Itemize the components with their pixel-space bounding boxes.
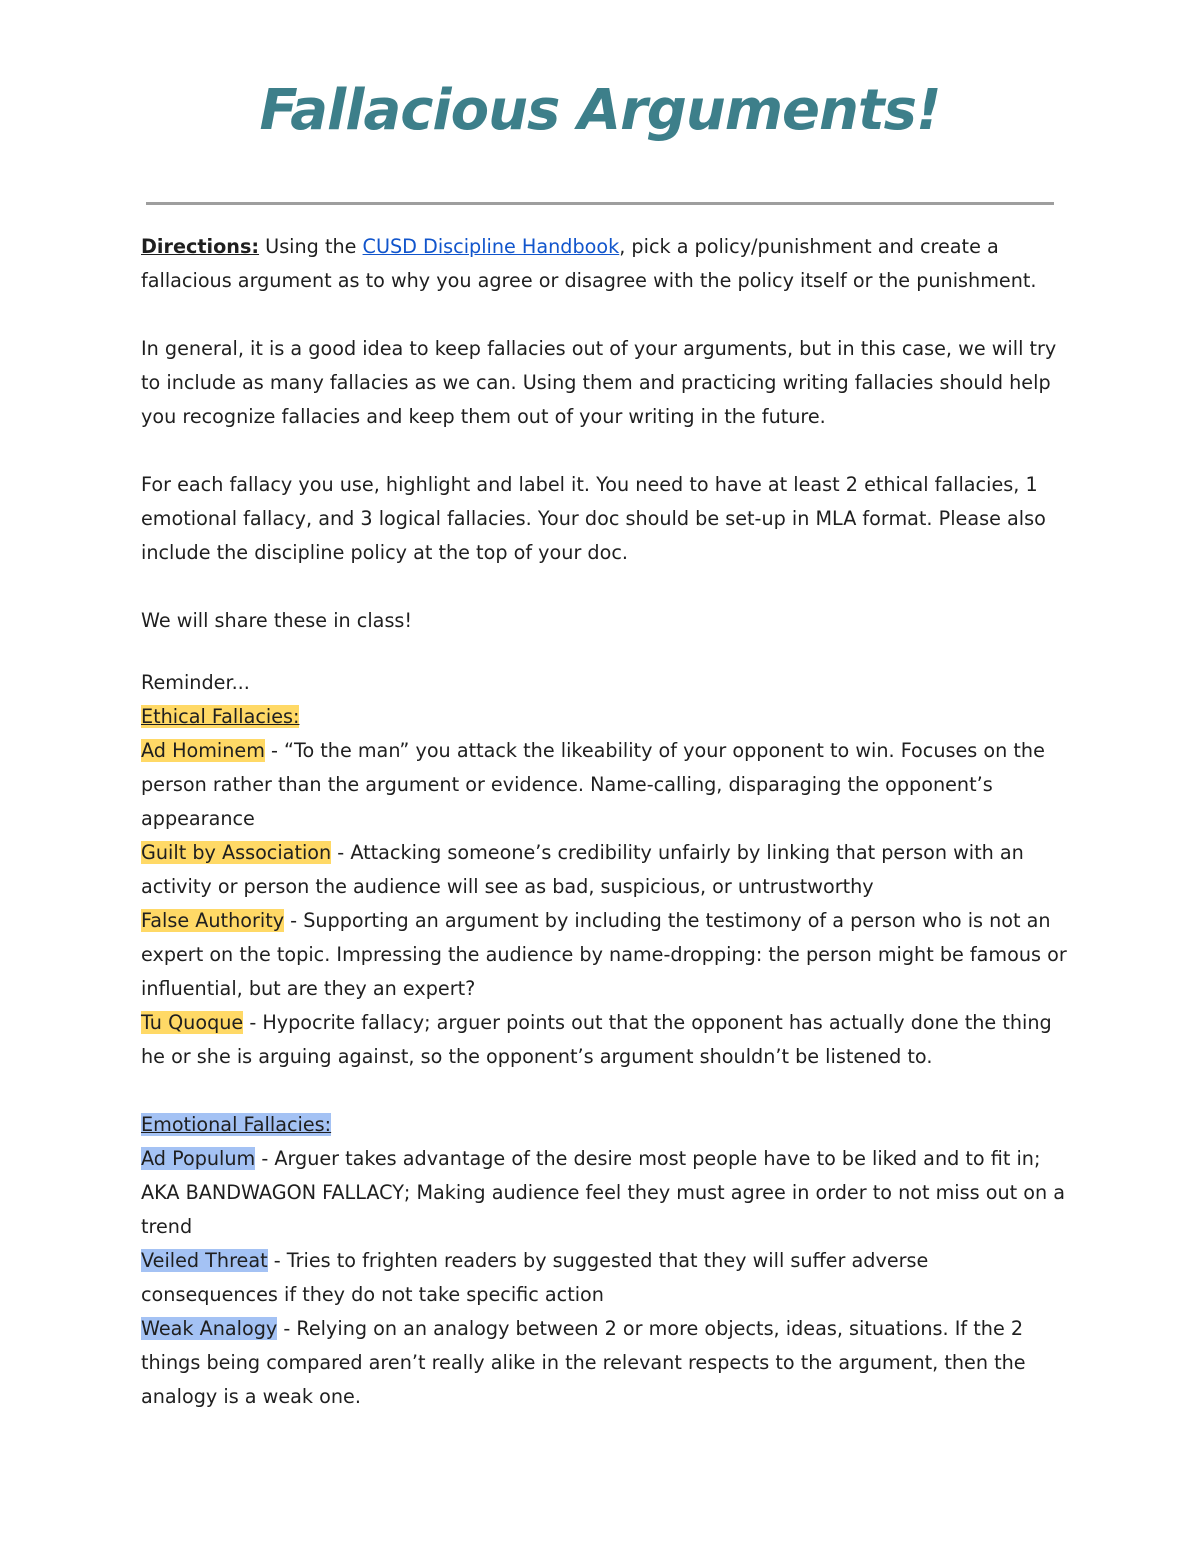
spacer: [141, 638, 1071, 666]
directions-post: , pick a policy/punishment and create a fallacious argument as to why you agree or disagree with the policy itself or the punishment.: [141, 235, 1037, 292]
fallacy-description: - “To the man” you attack the likeability of your opponent to win. Focuses on the person rather than the argument or evidence. Name-calling, disparaging the opponent’s appearance: [141, 739, 1045, 830]
fallacy-item: [141, 734, 1071, 836]
requirements-paragraph: For each fallacy you use, highlight and label it. You need to have at least 2 ethical fallacies, 1 emotional fallacy, and 3 logical fallacies. Your doc should be set-up in MLA format. Please also include the discipline policy at the top of your doc.: [141, 473, 1046, 564]
fallacy-term: False Authority: [141, 909, 285, 932]
fallacy-description: - Hypocrite fallacy; arguer points out that the opponent has actually done the thing he or she is arguing against, so the opponent’s argument shouldn’t be listened to.: [141, 1011, 1052, 1068]
fallacy-term: Ad Populum: [141, 1147, 256, 1170]
fallacy-description: - Arguer takes advantage of the desire most people have to be liked and to fit in; AKA BANDWAGON FALLACY; Making audience feel they must agree in order to not miss out on a trend: [141, 1147, 1065, 1238]
page-title: Fallacious Arguments!: [259, 78, 941, 143]
spacer: [141, 434, 1071, 468]
ethical-heading: Ethical Fallacies:: [141, 705, 300, 728]
horizontal-divider: [146, 202, 1054, 205]
fallacy-term: Tu Quoque: [141, 1011, 244, 1034]
general-paragraph: In general, it is a good idea to keep fallacies out of your arguments, but in this case, we will try to include as many fallacies as we can. Using them and practicing writing fallacies should help you recognize fallacies and keep them out of your writing in the future.: [141, 337, 1057, 428]
spacer: [141, 1074, 1071, 1108]
emotional-section: [141, 1108, 1071, 1142]
fallacy-term: Veiled Threat: [141, 1249, 268, 1272]
directions-label: Directions:: [141, 235, 260, 258]
fallacy-term: Weak Analogy: [141, 1317, 278, 1340]
emotional-heading: Emotional Fallacies:: [141, 1113, 332, 1136]
fallacy-item: [141, 1006, 1071, 1074]
fallacy-description: - Attacking someone’s credibility unfairly by linking that person with an activity or person the audience will see as bad, suspicious, or untrustworthy: [141, 841, 1024, 898]
handbook-link[interactable]: CUSD Discipline Handbook: [362, 235, 620, 258]
fallacy-item: [141, 1142, 1071, 1244]
fallacy-item: [141, 836, 1071, 904]
reminder-text: Reminder...: [141, 671, 250, 694]
fallacy-term: Guilt by Association: [141, 841, 332, 864]
directions-pre: Using the: [259, 235, 363, 258]
fallacy-item: [141, 1312, 1071, 1414]
fallacy-item: [141, 1244, 1071, 1312]
fallacy-description: - Relying on an analogy between 2 or more objects, ideas, situations. If the 2 things being compared aren’t really alike in the relevant respects to the argument, then the analogy is a weak one.: [141, 1317, 1026, 1408]
fallacy-description: - Tries to frighten readers by suggested that they will suffer adverse consequences if they do not take specific action: [141, 1249, 929, 1306]
fallacy-description: - Supporting an argument by including the testimony of a person who is not an expert on the topic. Impressing the audience by name-dropping: the person might be famous or influential, but are they an expert?: [141, 909, 1067, 1000]
document-body: [141, 230, 1071, 1414]
share-paragraph: We will share these in class!: [141, 609, 413, 632]
fallacy-item: [141, 904, 1071, 1006]
spacer: [141, 298, 1071, 332]
fallacy-term: Ad Hominem: [141, 739, 265, 762]
ethical-section: [141, 700, 1071, 734]
spacer: [141, 570, 1071, 604]
directions-paragraph: [141, 230, 1071, 298]
